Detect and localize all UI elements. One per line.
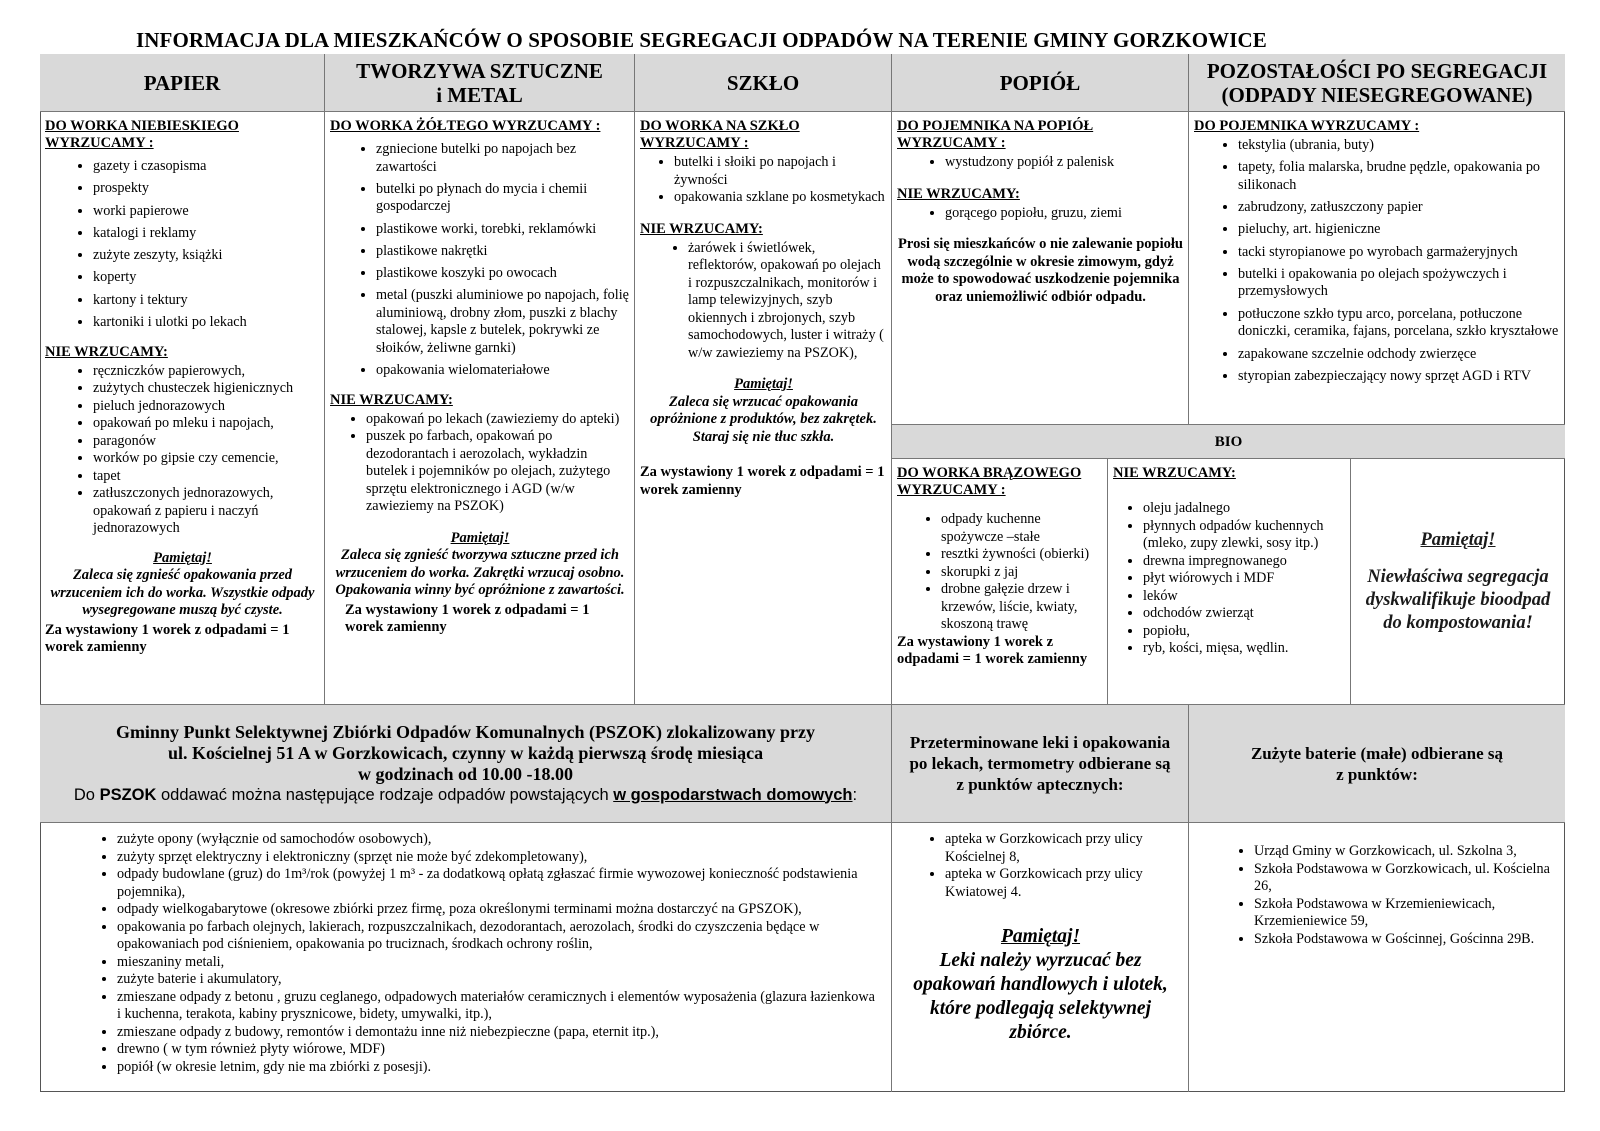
list-item: • zabrudzony, zatłuszczony papier (1238, 199, 1561, 217)
pszok-line4 (74, 785, 857, 806)
tworzywa-yes-title: DO WORKA ŻÓŁTEGO WYRZUCAMY : (330, 118, 601, 134)
szklo-no-title: NIE WRZUCAMY: (640, 220, 763, 237)
pszok-header (40, 705, 892, 823)
list-item: • worki papierowe (93, 203, 320, 221)
list-item: • gazety i czasopisma (93, 158, 320, 176)
list-item: • opakowania po farbach olejnych, lakierach, rozpuszczalnikach, dezodorantach, aerozolach, środki do czyszczenia będące w opakowaniach pod ciśnieniem, opakowania po truciznach, środkach ochrony roślin, (117, 919, 877, 954)
list-item: • paragonów (93, 433, 320, 451)
list-item: • plastikowe worki, torebki, reklamówki (376, 221, 630, 239)
list-item: • kartoniki i ulotki po lekach (93, 314, 320, 332)
baterie-header (1189, 705, 1565, 823)
list-item: • styropian zabezpieczający nowy sprzęt AGD i RTV (1238, 368, 1561, 386)
leki-cell (892, 823, 1189, 1092)
page-title: INFORMACJA DLA MIESZKAŃCÓW O SPOSOBIE SEGREGACJI ODPADÓW NA TERENIE GMINY GORZKOWICE (136, 28, 1267, 52)
list-item: • potłuczone szkło typu arco, porcelana, potłuczone doniczki, ceramika, fajans, porcelana, szkło kryształowe (1238, 306, 1561, 341)
list-item: • drobne gałęzie drzew i krzewów, liście, kwiaty, skoszoną trawę (941, 581, 1103, 634)
list-item: • plastikowe nakrętki (376, 243, 630, 261)
bio-reminder-cell (1351, 459, 1565, 705)
papier-yes-title: DO WORKA NIEBIESKIEGO WYRZUCAMY : (45, 118, 239, 151)
bio-yes-cell (892, 459, 1108, 705)
pszok-cell (40, 823, 892, 1092)
baterie-head: Zużyte baterie (małe) odbierane są z punktów: (1250, 743, 1504, 784)
list-item: • apteka w Gorzkowicach przy ulicy Kościelnej 8, (945, 831, 1184, 866)
list-item: • leków (1143, 588, 1346, 606)
list-item: • pieluchy, art. higieniczne (1238, 221, 1561, 239)
list-item: • worków po gipsie czy cemencie, (93, 450, 320, 468)
list-item: • zużyte opony (wyłącznie od samochodów osobowych), (117, 831, 877, 849)
header-tworzywa (325, 54, 635, 112)
list-item: • odpady budowlane (gruz) do 1m³/rok (powyżej 1 m³ - za dodatkową opłatą zgłaszać firmie wywozowej konieczność podstawienia pojemnika), (117, 866, 877, 901)
list-item: • zgniecione butelki po napojach bez zawartości (376, 141, 630, 176)
popiol-cell (892, 112, 1189, 425)
list-item: • drewno ( w tym również płyty wiórowe, MDF) (117, 1041, 877, 1059)
list-item: • pieluch jednorazowych (93, 398, 320, 416)
header-szklo-label: SZKŁO (726, 70, 800, 95)
list-item: • Urząd Gminy w Gorzkowicach, ul. Szkolna 3, (1254, 843, 1551, 861)
header-pozostalosci-line2: (ODPADY NIESEGREGOWANE) (1221, 82, 1533, 107)
list-item: • popiołu, (1143, 623, 1346, 641)
leki-header (892, 705, 1189, 823)
list-item: • butelki i słoiki po napojach i żywności (674, 154, 887, 189)
tworzywa-reminder (330, 530, 630, 600)
leki-reminder-head: Pamiętaj! (1000, 926, 1081, 947)
leki-reminder (897, 925, 1184, 1045)
list-item: • zużytych chusteczek higienicznych (93, 380, 320, 398)
pszok-line4-d: w gospodarstwach domowych (613, 785, 853, 804)
list-item: • puszek po farbach, opakowań po dezodorantach i aerozolach, wykładzin butelek i pojemników po olejach, zużytego sprzętu elektronicznego i AGD (w/w zawieziemy na PSZOK) (366, 428, 630, 516)
header-popiol-label: POPIÓŁ (999, 70, 1081, 95)
list-item: • płyt wiórowych i MDF (1143, 570, 1346, 588)
bio-exchange: Za wystawiony 1 worek z odpadami = 1 worek zamienny (897, 633, 1088, 667)
pszok-line3: w godzinach od 10.00 -18.00 (357, 763, 573, 784)
pszok-line4-e: : (852, 785, 858, 804)
list-item: • zmieszane odpady z budowy, remontów i demontażu inne niż niebezpieczne (papa, eternit itp.), (117, 1024, 877, 1042)
bio-reminder (1357, 529, 1559, 635)
papier-cell (40, 112, 325, 705)
list-item: • zużyte baterie i akumulatory, (117, 971, 877, 989)
leki-reminder-text: Leki należy wyrzucać bez opakowań handlowych i ulotek, które podlegają selektywnej zbiórce. (913, 950, 1168, 1043)
szklo-yes-title: DO WORKA NA SZKŁO WYRZUCAMY : (640, 118, 800, 151)
list-item: • tekstylia (ubrania, buty) (1238, 137, 1561, 155)
bio-reminder-text: Niewłaściwa segregacja dyskwalifikuje bioodpad do kompostowania! (1365, 566, 1551, 633)
header-szklo (635, 54, 892, 112)
list-item: • prospekty (93, 180, 320, 198)
list-item: • butelki po płynach do mycia i chemii gospodarczej (376, 181, 630, 216)
list-item: • odpady kuchenne spożywcze –stałe (941, 511, 1103, 546)
bio-reminder-head: Pamiętaj! (1420, 529, 1496, 550)
list-item: • popiół (w okresie letnim, gdy nie ma zbiórki z posesji). (117, 1059, 877, 1077)
list-item: • metal (puszki aluminiowe po napojach, folię aluminiową, drobny złom, puszki z blachy stalowej, kapsle z butelek, pokrywki ze słoików, żeliwne garnki) (376, 287, 630, 357)
list-item: • ryb, kości, mięsa, wędlin. (1143, 640, 1346, 658)
pozostalosci-cell (1189, 112, 1565, 425)
list-item: • ręczniczków papierowych, (93, 363, 320, 381)
list-item: • tapet (93, 468, 320, 486)
list-item: • kartony i tektury (93, 292, 320, 310)
list-item: • wystudzony popiół z palenisk (945, 154, 1184, 172)
popiol-request: Prosi się mieszkańców o nie zalewanie popiołu wodą szczególnie w okresie zimowym, gdyż może to spowodować uszkodzenie pojemnika oraz uniemożliwić odbiór odpadu. (898, 236, 1183, 305)
list-item: • zapakowane szczelnie odchody zwierzęce (1238, 346, 1561, 364)
list-item: • zmieszane odpady z betonu , gruzu ceglanego, odpadowych materiałów ceramicznych i elementów wyposażenia (glazura łazienkowa i kuchenna, terakota, kabiny prysznicowe, bidety, umywalki, itp.), (117, 989, 877, 1024)
list-item: • koperty (93, 269, 320, 287)
list-item: • opakowania wielomateriałowe (376, 362, 630, 380)
header-popiol (892, 54, 1189, 112)
tworzywa-cell (325, 112, 635, 705)
list-item: • opakowań po mleku i napojach, (93, 415, 320, 433)
header-bio (892, 425, 1565, 459)
bio-no-cell (1108, 459, 1351, 705)
list-item: • Szkoła Podstawowa w Gościnnej, Gościnna 29B. (1254, 931, 1551, 949)
list-item: • butelki i opakowania po olejach spożywczych i przemysłowych (1238, 266, 1561, 301)
pszok-line2: ul. Kościelnej 51 A w Gorzkowicach, czynny w każdą pierwszą środę miesiąca (167, 742, 764, 763)
pszok-line4-c: oddawać można następujące rodzaje odpadów powstających (156, 785, 614, 804)
tworzywa-no-title: NIE WRZUCAMY: (330, 391, 453, 408)
szklo-exchange: Za wystawiony 1 worek z odpadami = 1 worek zamienny (640, 464, 885, 498)
papier-exchange: Za wystawiony 1 worek z odpadami = 1 worek zamienny (45, 621, 290, 656)
list-item: • odpady wielkogabarytowe (okresowe zbiórki przez firmę, poza określonymi terminami można dostarczyć na GPSZOK), (117, 901, 877, 919)
szklo-reminder-head: Pamiętaj! (734, 376, 793, 392)
list-item: • drewna impregnowanego (1143, 553, 1346, 571)
header-pozostalosci-line1: POZOSTAŁOŚCI PO SEGREGACJI (1206, 58, 1548, 83)
list-item: • zatłuszczonych jednorazowych, opakowań z papieru i naczyń jednorazowych (93, 485, 320, 538)
baterie-cell (1189, 823, 1565, 1092)
szklo-cell (635, 112, 892, 705)
list-item: • tapety, folia malarska, brudne pędzle, opakowania po silikonach (1238, 159, 1561, 194)
leki-head: Przeterminowane leki i opakowania po lekach, termometry odbierane są z punktów aptecznych: (909, 733, 1171, 794)
header-papier-label: PAPIER (143, 70, 221, 95)
list-item: • odchodów zwierząt (1143, 605, 1346, 623)
list-item: • oleju jadalnego (1143, 500, 1346, 518)
list-item: • opakowań po lekach (zawieziemy do apteki) (366, 411, 630, 429)
papier-reminder (45, 550, 320, 620)
papier-reminder-head: Pamiętaj! (153, 549, 212, 566)
papier-no-title: NIE WRZUCAMY: (45, 343, 168, 360)
pszok-line4-b: PSZOK (99, 785, 157, 804)
list-item: • zużyte zeszyty, książki (93, 247, 320, 265)
szklo-reminder-text: Zaleca się wrzucać opakowania opróżnione z produktów, bez zakrętek. Staraj się nie tłuc szkła. (650, 393, 877, 445)
szklo-reminder (640, 376, 887, 446)
tworzywa-reminder-text: Zaleca się zgnieść tworzywa sztuczne przed ich wrzuceniem do worka. Zakrętki wrzucaj osobno. Opakowania winny być opróżnione z zawartości. (335, 547, 625, 599)
header-bio-label: BIO (1214, 433, 1243, 450)
list-item: • resztki żywności (obierki) (941, 546, 1103, 564)
list-item: • Szkoła Podstawowa w Krzemieniewicach, Krzemieniewice 59, (1254, 896, 1551, 931)
list-item: • mieszaniny metali, (117, 954, 877, 972)
header-pozostalosci (1189, 54, 1565, 112)
tworzywa-exchange: Za wystawiony 1 worek z odpadami = 1 worek zamienny (345, 601, 590, 636)
header-tworzywa-line1: TWORZYWA SZTUCZNE (356, 58, 603, 83)
list-item: • plastikowe koszyki po owocach (376, 265, 630, 283)
list-item: • zużyty sprzęt elektryczny i elektroniczny (sprzęt nie może być zdekompletowany), (117, 849, 877, 867)
header-papier (40, 54, 325, 112)
bio-yes-title: DO WORKA BRĄZOWEGO WYRZUCAMY : (897, 465, 1082, 498)
list-item: • katalogi i reklamy (93, 225, 320, 243)
tworzywa-reminder-head: Pamiętaj! (450, 529, 510, 546)
pszok-line4-a: Do (73, 785, 100, 804)
pszok-line1: Gminny Punkt Selektywnej Zbiórki Odpadów Komunalnych (PSZOK) zlokalizowany przy (115, 721, 816, 742)
pozostalosci-yes-title: DO POJEMNIKA WYRZUCAMY : (1194, 118, 1420, 134)
list-item: • żarówek i świetlówek, reflektorów, opakowań po olejach i rozpuszczalnikach, monitorów i lamp telewizyjnych, szyb okiennych i zbrojonych, szyb samochodowych, luster i witraży ( w/w zawieziemy na PSZOK), (688, 240, 887, 363)
list-item: • tacki styropianowe po wyrobach garmażeryjnych (1238, 244, 1561, 262)
papier-reminder-text: Zaleca się zgnieść opakowania przed wrzuceniem ich do worka. Wszystkie odpady wysegregowane muszą być czyste. (50, 567, 315, 619)
list-item: • gorącego popiołu, gruzu, ziemi (945, 205, 1184, 223)
bio-no-title: NIE WRZUCAMY: (1113, 465, 1236, 481)
list-item: • opakowania szklane po kosmetykach (674, 189, 887, 207)
popiol-yes-title: DO POJEMNIKA NA POPIÓŁ WYRZUCAMY : (897, 118, 1094, 151)
list-item: • apteka w Gorzkowicach przy ulicy Kwiatowej 4. (945, 866, 1184, 901)
header-tworzywa-line2: i METAL (436, 82, 523, 107)
list-item: • skorupki z jaj (941, 564, 1103, 582)
popiol-no-title: NIE WRZUCAMY: (897, 185, 1020, 202)
list-item: • Szkoła Podstawowa w Gorzkowicach, ul. Kościelna 26, (1254, 861, 1551, 896)
list-item: • płynnych odpadów kuchennych (mleko, zupy zlewki, sosy itp.) (1143, 518, 1346, 553)
